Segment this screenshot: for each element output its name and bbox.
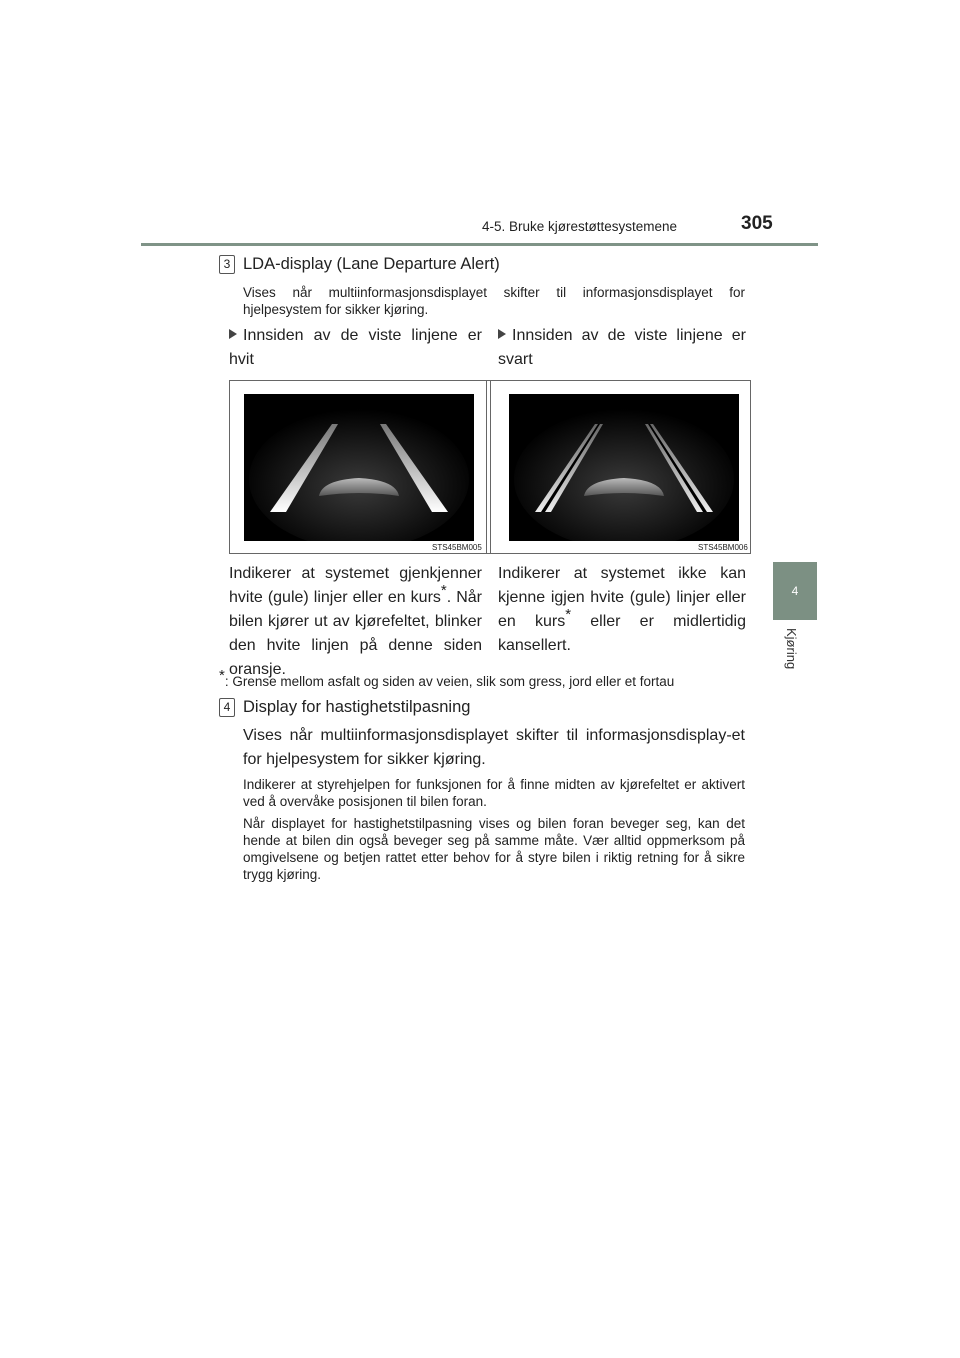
item4-description: Vises når multiinformasjonsdisplayet skifter til informasjonsdisplay-et for hjelpesystem for sikker kjøring. xyxy=(243,727,745,768)
right-column-description: Indikerer at systemet ikke kan kjenne igjen hvite (gule) linjer eller en kurs* eller er midlertidig kansellert. xyxy=(498,565,746,654)
lda-display-figure xyxy=(229,380,751,554)
chapter-label: Kjøring xyxy=(784,628,799,670)
item3-title: LDA-display (Lane Departure Alert) xyxy=(243,255,500,273)
footnote: *: Grense mellom asfalt og siden av veien, slik som gress, jord eller et fortau xyxy=(219,666,675,689)
image-code-right: STS45BM006 xyxy=(698,543,748,552)
triangle-bullet-icon xyxy=(229,329,237,339)
left-column-title: Innsiden av de viste linjene er hvit xyxy=(229,327,482,368)
item4-title: Display for hastighetstilpasning xyxy=(243,698,471,716)
item-number-4: 4 xyxy=(219,698,235,717)
lda-screen-white-lines xyxy=(244,394,474,541)
item4-note-1: Indikerer at styrehjelpen for funksjonen for å finne midten av kjørefeltet er aktivert ved å overvåke posisjonen til bilen foran. xyxy=(243,777,745,809)
figure-divider xyxy=(486,381,491,553)
item3-description: Vises når multiinformasjonsdisplayet skifter til informasjonsdisplayet for hjelpesystem for sikker kjøring. xyxy=(243,285,745,317)
chapter-tab: 4 xyxy=(773,562,817,620)
image-code-left: STS45BM005 xyxy=(432,543,482,552)
section-title: 4-5. Bruke kjørestøttesystemene xyxy=(482,219,678,234)
lda-screen-black-lines xyxy=(509,394,739,541)
header-rule xyxy=(141,243,818,246)
page-number: 305 xyxy=(741,213,773,234)
triangle-bullet-icon xyxy=(498,329,506,339)
item-number-3: 3 xyxy=(219,255,235,274)
right-column-title: Innsiden av de viste linjene er svart xyxy=(498,327,746,368)
item4-note-2: Når displayet for hastighetstilpasning vises og bilen foran beveger seg, kan det hende at bilen din også beveger seg på samme måte. Vær alltid oppmerksom på omgivelsene og betjen rattet etter behov for å styre bilen i riktig retning for å sikre trygg kjøring. xyxy=(243,816,745,882)
left-column-description: Indikerer at systemet gjenkjenner hvite (gule) linjer eller en kurs*. Når bilen kjører ut av kjørefeltet, blinker den hvite linjen på denne siden oransje. xyxy=(229,565,483,678)
